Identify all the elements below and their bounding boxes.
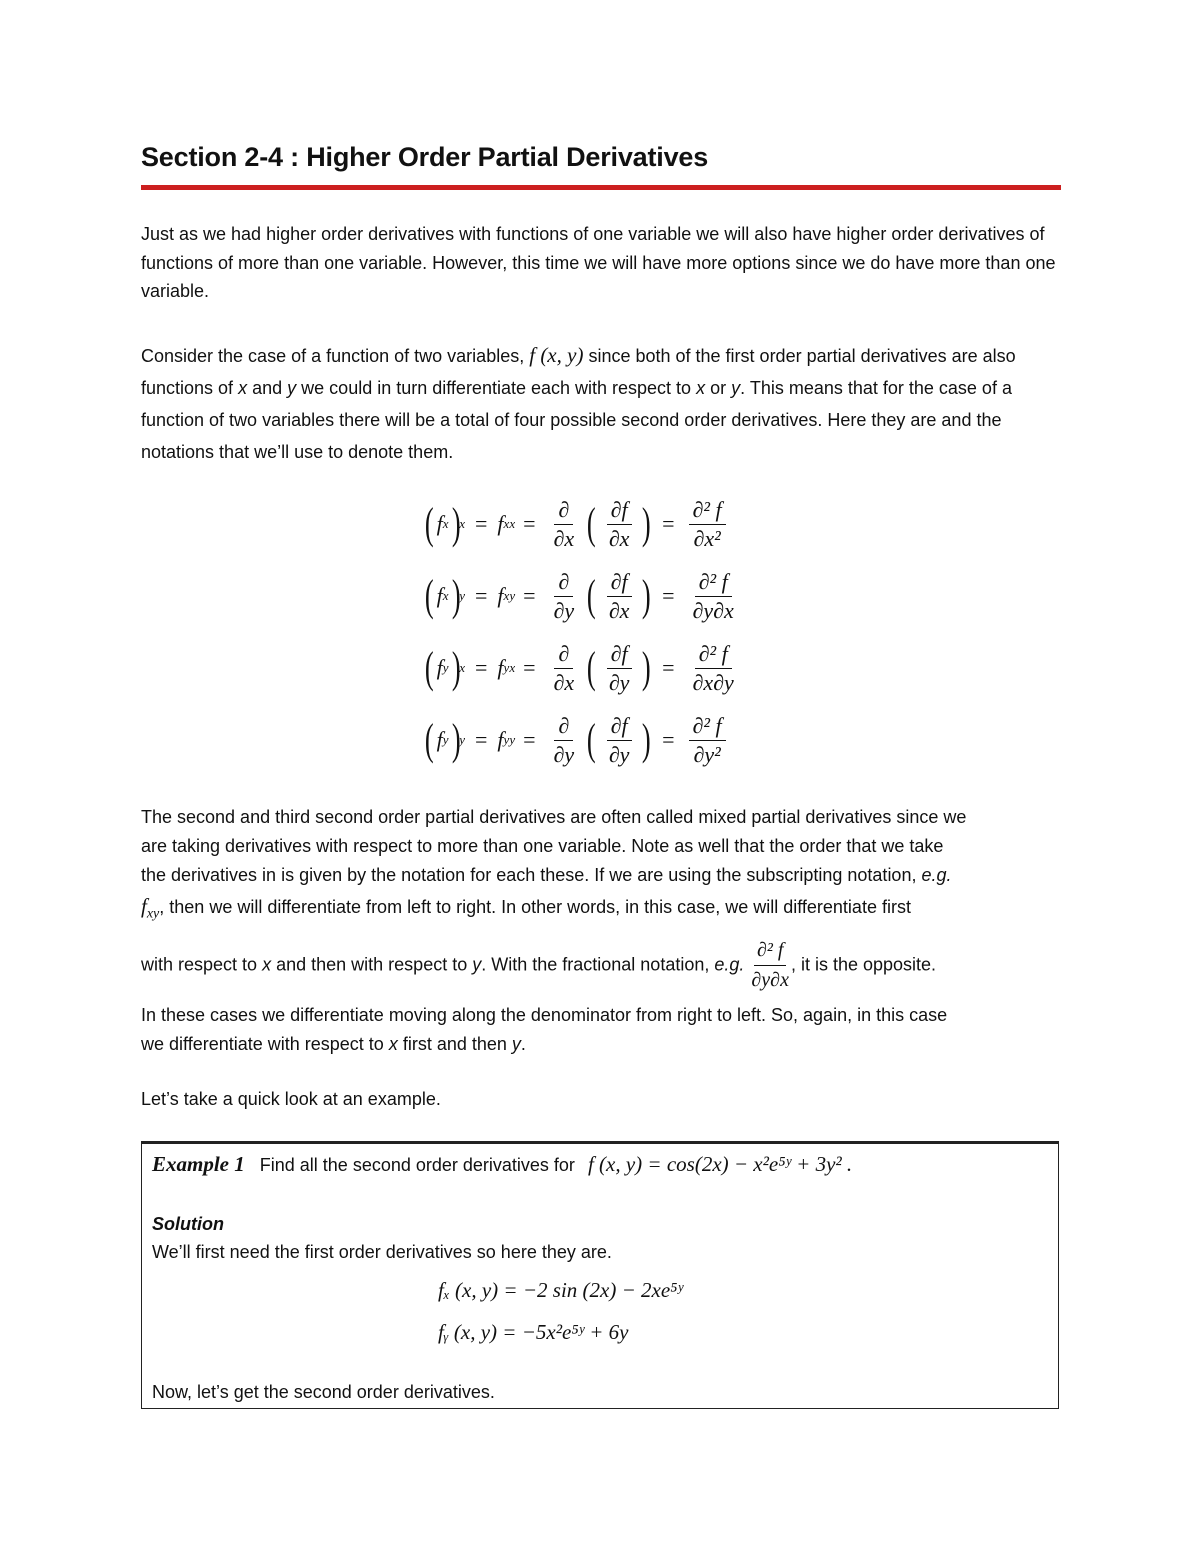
- title-underline: [141, 185, 1061, 190]
- example-heading: Example 1 Find all the second order derivatives for f (x, y) = cos(2x) − x²e⁵ʸ + 3y² .: [152, 1152, 853, 1176]
- first-derivative: $\frac{\partial f}{\partial x}$: [605, 569, 634, 624]
- equation-row: ( f x ) y = f xy = $\frac{\partial}{\partial y}$ ( $\frac{\partial f}{\partial x}$ ) = $\frac{\text{∂² f}}{\partial y\partial x}$: [422, 560, 744, 632]
- second-derivative-equations: [422, 488, 744, 776]
- first-derivative: $\frac{\partial f}{\partial y}$: [605, 713, 634, 768]
- second-derivative: $\frac{\text{∂² f}}{\partial y\partial x}$: [692, 568, 734, 623]
- derivative-operator: $\frac{\partial}{\partial x}$: [553, 640, 575, 695]
- first-derivative: $\frac{\partial f}{\partial y}$: [605, 641, 634, 696]
- consider-paragraph: Consider the case of a function of two variables, f (x, y) since both of the first order partial derivatives are also functions of x and y we could in turn differentiate each with respect to x or y. This means that for the case of a function of two variables there will be a total of four possible second order derivatives. Here they are and the notations that we’ll use to denote them.: [141, 343, 1016, 462]
- first-derivative: $\frac{\partial f}{\partial x}$: [605, 497, 634, 552]
- solution-label: Solution: [152, 1214, 224, 1234]
- solution-text: We’ll first need the first order derivatives so here they are.: [152, 1242, 612, 1262]
- intro-paragraph: Just as we had higher order derivatives with functions of one variable we will also have higher order derivatives of functions of more than one variable. However, this time we will have more options since we do have more than one variable.: [141, 224, 1056, 301]
- next-step-text: Now, let’s get the second order derivatives.: [152, 1382, 495, 1402]
- example-box: [141, 1141, 1059, 1409]
- example-label: Example 1: [152, 1152, 245, 1176]
- fx-derivative: fₓ (x, y) = −2 sin (2x) − 2xe⁵ʸ: [438, 1278, 683, 1302]
- fy-derivative: fᵧ (x, y) = −5x²e⁵ʸ + 6y: [438, 1320, 629, 1344]
- function-notation: f (x, y): [529, 343, 584, 367]
- derivative-operator: $\frac{\partial}{\partial x}$: [553, 496, 575, 551]
- equation-row: ( f y ) x = f yx = $\frac{\partial}{\partial x}$ ( $\frac{\partial f}{\partial y}$ ) = $\frac{\text{∂² f}}{\partial x\partial y}$: [422, 632, 744, 704]
- derivative-operator: $\frac{\partial}{\partial y}$: [553, 568, 575, 623]
- mixed-partials-paragraph: The second and third second order partial derivatives are often called mixed partial derivatives since we are taking derivatives with respect to more than one variable. Note as well that the order that we take the derivatives in is given by the notation for each these. If we are using the subscripting notation, e.g. $f_{xy}$, then we will differentiate from left to right. In other words, in this case, we will differentiate first with respect to x and then with respect to y. With the fractional notation, e.g. $\frac{\text{∂² f}}{\partial y\partial x}$ , it is the opposite. In these cases we differentiate moving along the denominator from right to left. So, again, in this case we differentiate with respect to x first and then y.: [141, 807, 967, 1054]
- section-title: Section 2-4 : Higher Order Partial Derivatives: [141, 142, 709, 172]
- fraction-notation-example: $\frac{\text{∂² f}}{\partial y\partial x}$: [751, 936, 789, 995]
- equation-row: ( f x ) x = f xx = $\frac{\partial}{\partial x}$ ( $\frac{\partial f}{\partial x}$ ) = $\frac{\text{∂² f}}{\text{∂x²}}$: [422, 488, 744, 560]
- example-function: f (x, y) = cos(2x) − x²e⁵ʸ + 3y² .: [587, 1152, 853, 1176]
- example-intro: Let’s take a quick look at an example.: [141, 1089, 441, 1109]
- second-derivative: $\frac{\text{∂² f}}{\text{∂x²}}$: [689, 497, 726, 552]
- second-derivative: $\frac{\text{∂² f}}{\partial x\partial y}$: [692, 640, 734, 695]
- second-derivative: $\frac{\text{∂² f}}{\text{∂y²}}$: [689, 713, 726, 768]
- derivative-operator: $\frac{\partial}{\partial y}$: [553, 712, 575, 767]
- equation-row: ( f y ) y = f yy = $\frac{\partial}{\partial y}$ ( $\frac{\partial f}{\partial y}$ ) = $\frac{\text{∂² f}}{\text{∂y²}}$: [422, 704, 744, 776]
